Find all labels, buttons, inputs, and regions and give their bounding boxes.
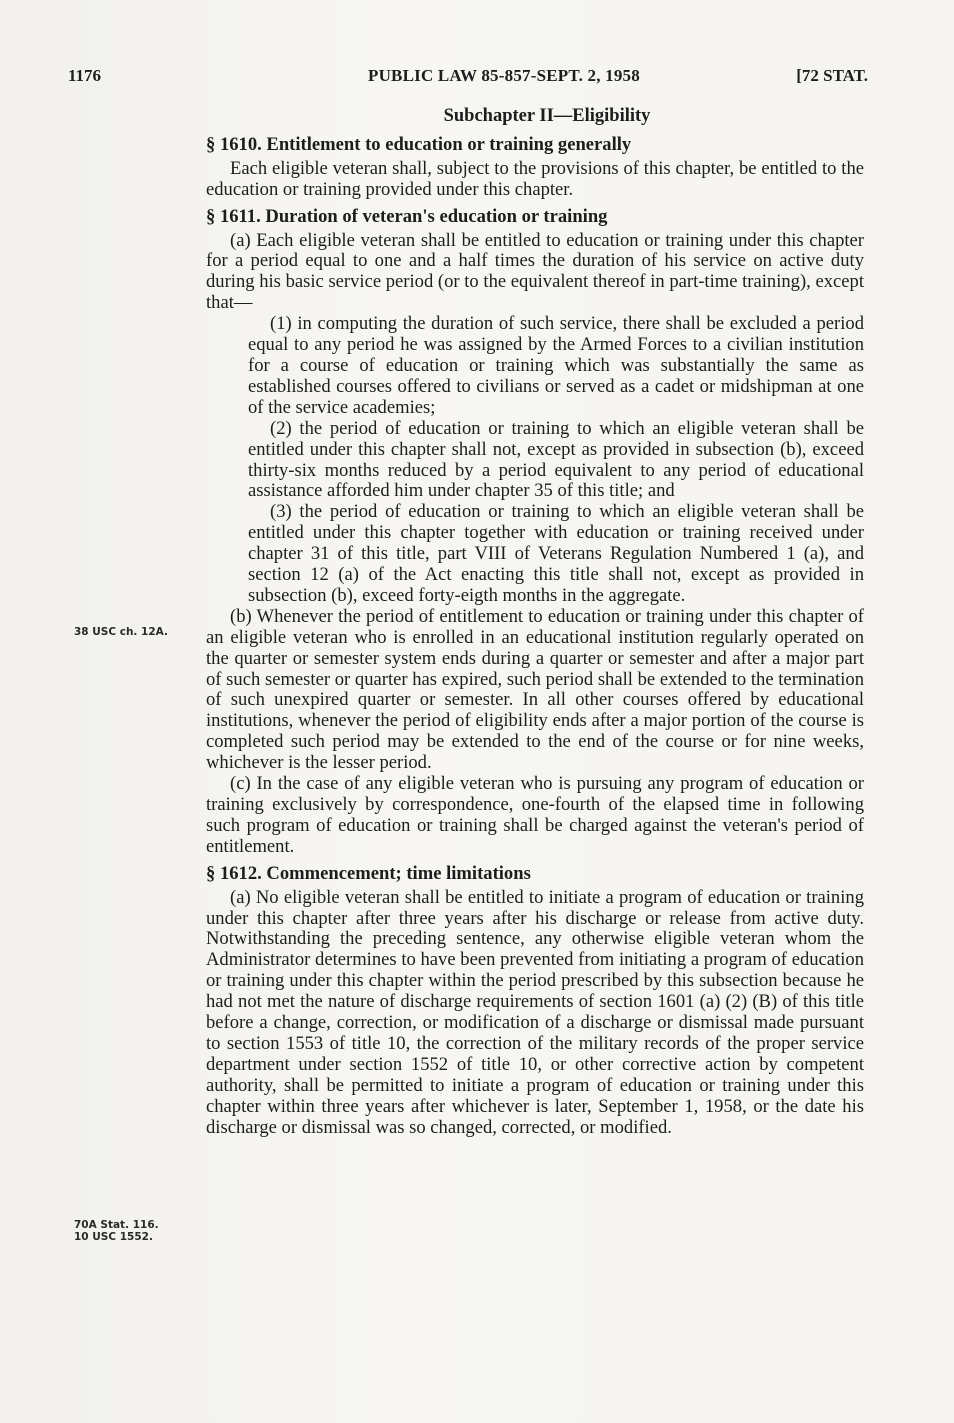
section-1611-a-3: (3) the period of education or training to which an eligible veteran shall be entitled under this chapter together with education or training received under chapter 31 of this title, part VIII of Veterans Regulation Numbered 1 (a), and section 12 (a) of the Act enacting this title shall not, except as provided in subsection (b), exceed forty-eigth months in the aggregate. (248, 501, 864, 606)
running-header (68, 66, 868, 90)
margin-note-70a-stat (74, 1219, 159, 1243)
margin-note-38-usc: 38 USC ch. 12A. (74, 626, 168, 638)
section-1612-heading: § 1612. Commencement; time limitations (206, 862, 531, 884)
statute-reference: [72 STAT. (796, 66, 868, 85)
section-1612-a: (a) No eligible veteran shall be entitled to initiate a program of education or training under this chapter after three years after his discharge or release from active duty. Notwithstanding the preceding sentence, any otherwise eligible veteran whom the Administrator determines to have been prevented from initiating a program of education or training under this chapter within the period prescribed by this subsection because he had not met the nature of discharge requirements of section 1601 (a) (2) (B) of this title before a change, correction, or modification of a discharge or dismissal made pursuant to section 1553 of title 10, the correction of the military records of the proper service department under section 1552 of title 10, or other corrective action by competent authority, shall be permitted to initiate a program of education or training under this chapter within three years after whichever is later, September 1, 1958, or the date his discharge or dismissal was so changed, corrected, or modified. (206, 886, 864, 1138)
margin-note-line: 70A Stat. 116. (74, 1219, 159, 1231)
section-1610-text: Each eligible veteran shall, subject to the provisions of this chapter, be entitled to the education or training provided under this chapter. (206, 157, 864, 200)
section-1611-heading: § 1611. Duration of veteran's education or training (206, 205, 608, 227)
section-1610-heading: § 1610. Entitlement to education or training generally (206, 133, 632, 155)
section-1611-c: (c) In the case of any eligible veteran who is pursuing any program of education or training exclusively by correspondence, one-fourth of the elapsed time in following such program of education or training shall be charged against the veteran's period of entitlement. (206, 773, 864, 857)
document-body (206, 106, 864, 1139)
margin-note-line: 10 USC 1552. (74, 1231, 153, 1243)
section-1611-a-1: (1) in computing the duration of such service, there shall be excluded a period equal to any period he was assigned by the Armed Forces to a civilian institution for a course of education or training which was substantially the same as established courses offered to civilians or served as a cadet or midshipman at one of the service academies; (248, 313, 864, 418)
section-1611-b: (b) Whenever the period of entitlement to education or training under this chapter of an eligible veteran who is enrolled in an educational institution regularly operated on the quarter or semester system ends during a quarter or semester and after a major part of such semester or quarter has expired, such period shall be extended to the termination of such unexpired quarter or semester. In all other courses offered by educational institutions, whenever the period of eligibility ends after a major portion of the course is completed such period may be extended to the end of the course or for nine weeks, whichever is the lesser period. (206, 605, 864, 774)
section-1611-a-intro: (a) Each eligible veteran shall be entitled to education or training under this chapter for a period equal to one and a half times the duration of his service on active duty during his basic service period (or to the equivalent thereof in part-time training), except that— (206, 229, 864, 314)
subchapter-title: Subchapter II—Eligibility (443, 106, 651, 126)
law-title: PUBLIC LAW 85-857-SEPT. 2, 1958 (368, 66, 640, 85)
page-number: 1176 (68, 66, 102, 85)
section-1611-a-2: (2) the period of education or training to which an eligible veteran shall be entitled under this chapter shall not, except as provided in subsection (b), exceed thirty-six months reduced by a period equivalent to any period of educational assistance afforded him under chapter 35 of this title; and (248, 417, 864, 502)
